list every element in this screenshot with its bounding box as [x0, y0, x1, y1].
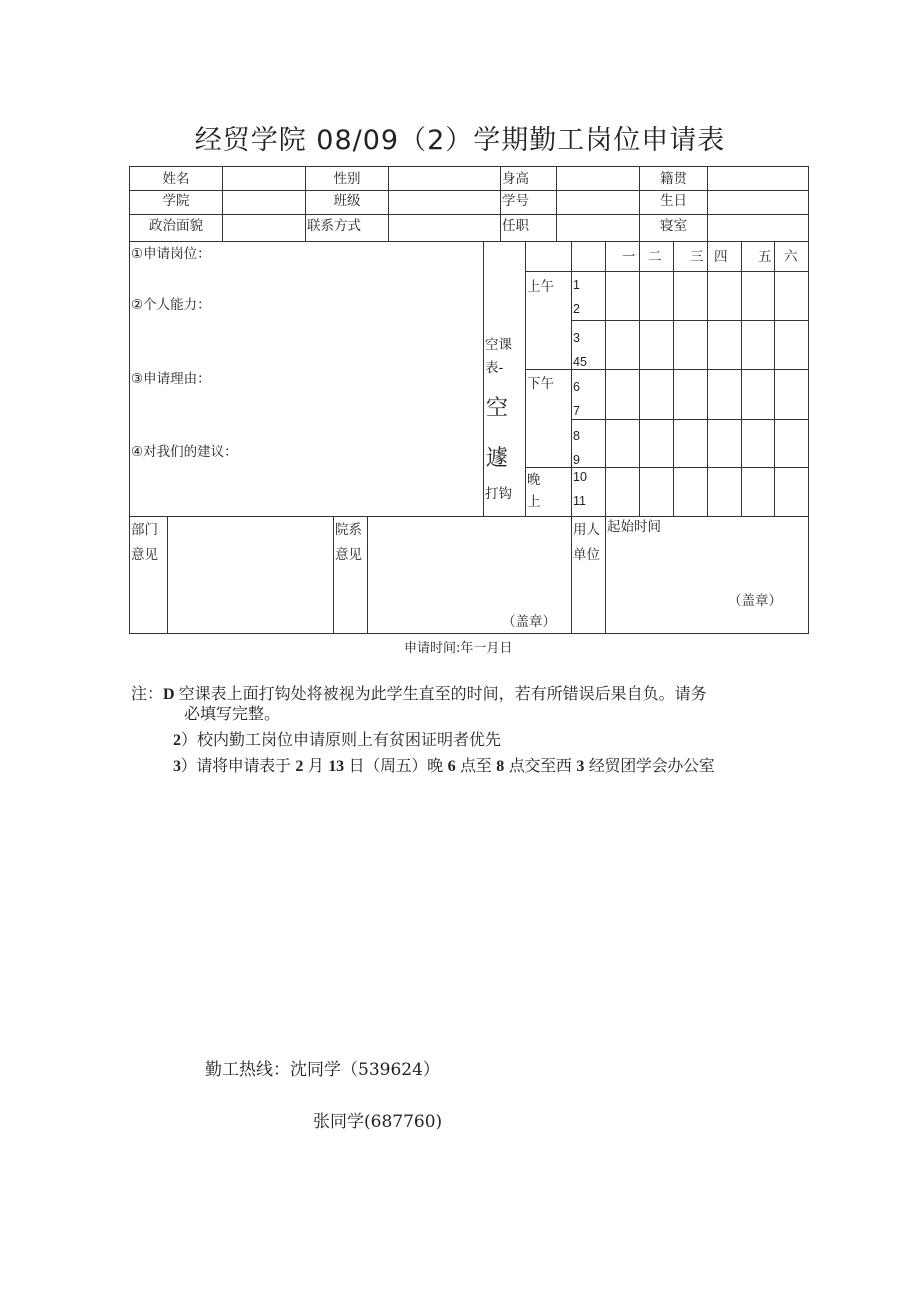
table-border: [707, 241, 708, 516]
table-border: [525, 271, 809, 272]
table-border: [639, 241, 640, 516]
day-header: 五: [758, 249, 772, 265]
day-header: 二: [648, 249, 662, 265]
label-political-status: 政治面貌: [149, 218, 203, 234]
table-border: [500, 166, 501, 241]
note-3-text: 经贸团学会办公室: [584, 756, 715, 775]
label-gender: 性别: [333, 171, 361, 187]
period-number: 9: [573, 453, 580, 467]
note-3-hour-start: 6: [447, 758, 456, 775]
note-3-text: 点至: [455, 756, 497, 775]
period-number: 45: [573, 355, 587, 369]
label-height: 身高: [502, 171, 529, 187]
label-name: 姓名: [162, 171, 190, 187]
table-border: [571, 241, 572, 516]
label-evening-2: 上: [527, 494, 541, 510]
dept-opinion-label-1: 部门: [131, 522, 158, 538]
note-3-day: 13: [328, 758, 344, 775]
table-border: [571, 516, 572, 634]
label-birthday: 生日: [660, 193, 687, 209]
table-border: [333, 516, 334, 634]
label-morning: 上午: [527, 279, 554, 295]
seal-employer: （盖章）: [728, 593, 782, 609]
employer-label-2: 单位: [573, 547, 600, 563]
note-1-mark: D: [163, 686, 175, 703]
schedule-label-3: 空: [486, 396, 509, 421]
note-1-continued: 必填写完整。: [184, 704, 281, 723]
dept-opinion-label-2: 意见: [131, 547, 158, 563]
label-contact: 联系方式: [307, 218, 361, 234]
seal-college: （盖章）: [502, 614, 556, 630]
schedule-label-1: 空课: [485, 337, 512, 353]
table-border: [556, 166, 557, 241]
table-border: [367, 516, 368, 634]
table-border: [388, 166, 389, 241]
note-1-prefix: 注：: [131, 684, 164, 703]
table-border: [129, 166, 130, 634]
table-border: [129, 633, 809, 634]
table-border: [605, 516, 606, 634]
label-dormitory: 寝室: [660, 218, 687, 234]
label-position-held: 任职: [502, 218, 529, 234]
note-3-month: 2: [295, 758, 304, 775]
page-title: 经贸学院 08/09（2）学期勤工岗位申请表: [194, 125, 726, 156]
period-number: 7: [573, 404, 580, 418]
day-header: 六: [784, 249, 798, 265]
item-personal-ability: ②个人能力：: [131, 297, 211, 313]
note-3-text: 日（周五）晚: [343, 756, 448, 775]
day-header: 三: [690, 249, 704, 265]
table-border: [525, 467, 809, 468]
table-border: [741, 241, 742, 516]
period-number: 11: [573, 494, 586, 508]
note-3-text: 月: [303, 756, 329, 775]
note-3: [173, 755, 714, 778]
college-opinion-label-2: 意见: [335, 547, 362, 563]
note-2: [173, 729, 501, 752]
table-border: [483, 241, 484, 516]
table-border: [167, 516, 168, 634]
label-class: 班级: [333, 193, 361, 209]
label-evening-1: 晚: [527, 472, 541, 488]
schedule-label-5: 打钩: [485, 486, 512, 502]
hotline-primary: 勤工热线：沈同学（539624）: [205, 1060, 440, 1080]
note-3-building: 3: [576, 758, 585, 775]
item-apply-reason: ③申请理由：: [131, 371, 211, 387]
note-2-text: ）校内勤工岗位申请原则上有贫困证明者优先: [181, 730, 502, 749]
period-number: 1: [573, 278, 580, 292]
period-number: 3: [573, 331, 580, 345]
period-number: 2: [573, 302, 580, 316]
label-afternoon: 下午: [527, 376, 554, 392]
schedule-label-2: 表-: [485, 360, 504, 376]
note-2-mark: 2: [173, 732, 181, 749]
note-3-mark: 3: [173, 758, 181, 775]
item-apply-position: ①申请岗位：: [131, 246, 211, 262]
note-1-text: 空课表上面打钩处将被视为此学生直至的时间，若有所错误后果自负。请务: [178, 684, 707, 703]
note-3-hour-end: 8: [496, 758, 504, 775]
hotline-secondary: 张同学(687760): [313, 1112, 443, 1132]
table-border: [673, 241, 674, 516]
day-header: 一: [622, 249, 636, 265]
period-number: 8: [573, 429, 580, 443]
day-header: 四: [714, 249, 728, 265]
apply-time: 申请时间:年一月日: [404, 641, 513, 656]
table-border: [774, 241, 775, 516]
note-3-text: 点交至西: [503, 756, 577, 775]
table-border: [525, 241, 526, 516]
start-time-label: 起始时间: [607, 519, 661, 535]
table-border: [129, 516, 809, 517]
note-3-text: ）请将申请表于: [180, 756, 296, 775]
table-border: [707, 166, 708, 241]
college-opinion-label-1: 院系: [335, 522, 362, 538]
schedule-label-4: 遽: [486, 446, 509, 471]
label-hometown: 籍贯: [660, 171, 687, 187]
label-college: 学院: [162, 193, 190, 209]
label-student-id: 学号: [502, 193, 529, 209]
employer-label-1: 用人: [573, 522, 600, 538]
table-border: [525, 369, 809, 370]
item-suggestions: ④对我们的建议：: [131, 444, 238, 460]
period-number: 10: [573, 470, 587, 484]
table-border: [808, 166, 809, 634]
table-border: [222, 166, 223, 241]
table-border: [605, 241, 606, 516]
period-number: 6: [573, 380, 580, 394]
